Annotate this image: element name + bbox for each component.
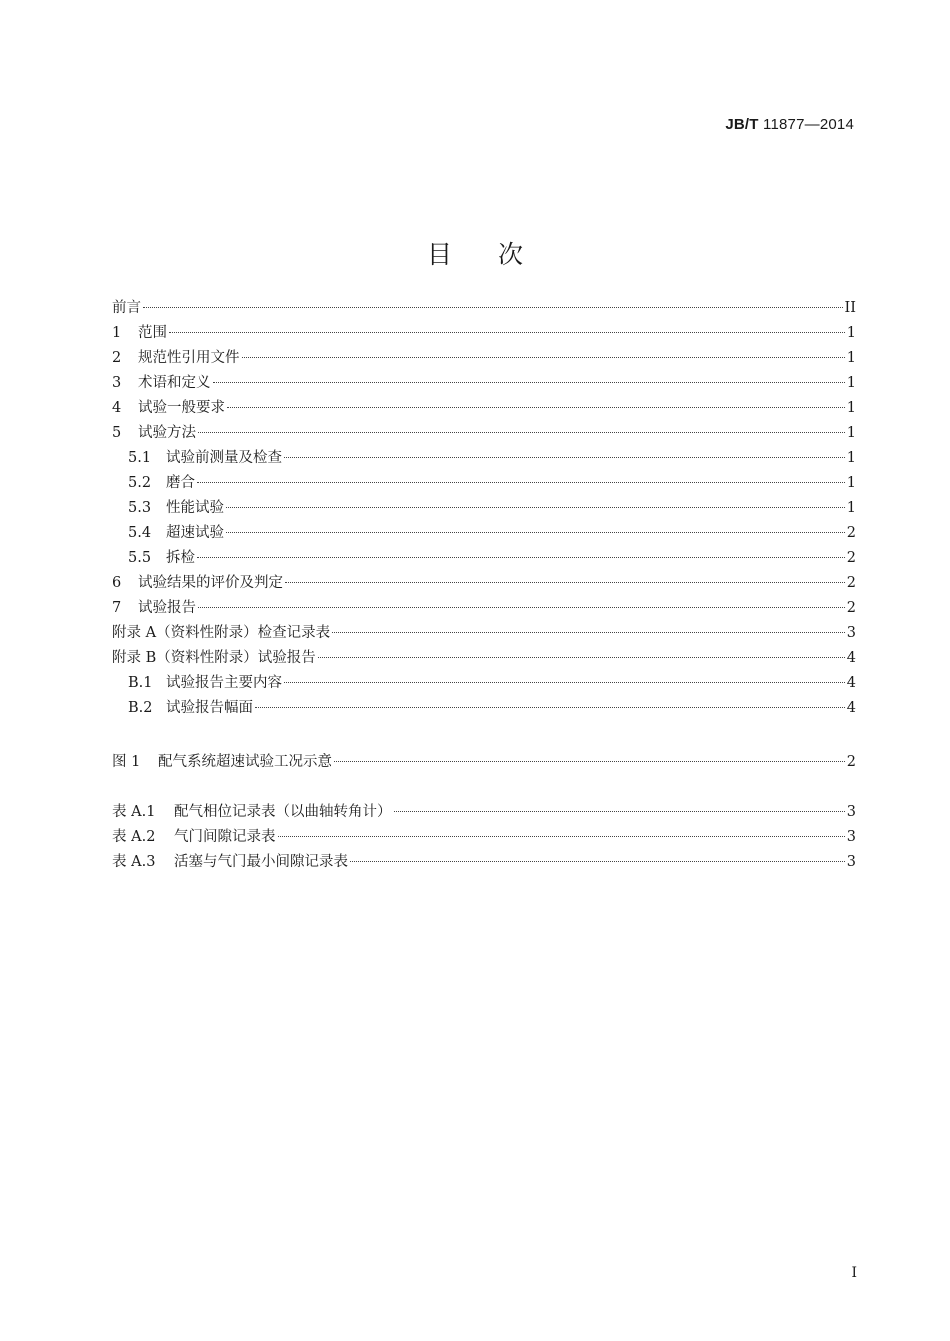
- toc-entry-page: 4: [846, 700, 856, 716]
- toc-entry-title: [112, 646, 316, 671]
- toc-entry-page: 4: [846, 650, 856, 666]
- toc-entry-label: 范围: [138, 325, 167, 341]
- toc-entry-page: 3: [846, 625, 856, 641]
- toc-tables: [112, 800, 856, 875]
- toc-entry-page: 2: [846, 525, 856, 541]
- dot-leader: [226, 531, 845, 533]
- toc-entry-title: [112, 296, 141, 321]
- dot-leader: [143, 306, 843, 308]
- toc-entry-number: B.1: [128, 675, 153, 691]
- dot-leader: [255, 706, 845, 708]
- toc-entry-label: 术语和定义: [138, 375, 211, 391]
- dot-leader: [284, 681, 845, 683]
- toc-entry-page: 4: [846, 675, 856, 691]
- standard-code: [725, 116, 854, 133]
- toc-entry-number: 2: [112, 350, 122, 366]
- toc-entry-page: 1: [846, 500, 856, 516]
- toc-entry[interactable]: [112, 371, 856, 396]
- toc-entries: [112, 296, 856, 721]
- dot-leader: [198, 606, 845, 608]
- toc-entry-number: 5.5: [128, 550, 152, 566]
- toc-entry[interactable]: [112, 571, 856, 596]
- toc-entry-page: 2: [846, 754, 856, 770]
- dot-leader: [332, 631, 845, 633]
- toc-entry-title: [112, 321, 167, 346]
- toc-entry-label: 活塞与气门最小间隙记录表: [174, 854, 348, 870]
- toc-entry[interactable]: [112, 346, 856, 371]
- toc-entry[interactable]: [112, 696, 856, 721]
- toc-entry[interactable]: [112, 825, 856, 850]
- toc-entry-number: 5.4: [128, 525, 152, 541]
- toc-entry[interactable]: [112, 850, 856, 875]
- toc-entry-number: 3: [112, 375, 122, 391]
- toc-entry-number: 表 A.3: [112, 854, 156, 870]
- toc-entry[interactable]: [112, 596, 856, 621]
- dot-leader: [213, 381, 845, 383]
- toc-entry[interactable]: [112, 646, 856, 671]
- dot-leader: [198, 431, 845, 433]
- toc-entry-title: [128, 446, 282, 471]
- toc-entry-page: 2: [846, 600, 856, 616]
- toc-entry-number: 6: [112, 575, 122, 591]
- toc-entry-label: 附录 A（资料性附录）检查记录表: [112, 625, 331, 641]
- toc-entry-label: 附录 B（资料性附录）试验报告: [112, 650, 316, 666]
- toc-entry-label: 试验方法: [138, 425, 196, 441]
- toc-entry-label: 规范性引用文件: [138, 350, 240, 366]
- toc-entry[interactable]: [112, 621, 856, 646]
- dot-leader: [169, 331, 845, 333]
- toc-entry-title: [112, 596, 196, 621]
- toc-entry-number: 5.3: [128, 500, 152, 516]
- toc-entry-page: 1: [846, 450, 856, 466]
- toc-entry-title: [128, 671, 282, 696]
- toc-entry-label: 配气系统超速试验工况示意: [158, 754, 332, 770]
- toc-entry-page: 1: [846, 325, 856, 341]
- toc-entry[interactable]: [112, 800, 856, 825]
- toc-entry[interactable]: [112, 750, 856, 775]
- toc-entry-page: 1: [846, 350, 856, 366]
- toc-figures: [112, 750, 856, 775]
- toc-entry-number: 5: [112, 425, 122, 441]
- toc-entry-label: 试验结果的评价及判定: [138, 575, 283, 591]
- toc-entry-label: 磨合: [166, 475, 195, 491]
- dot-leader: [285, 581, 845, 583]
- dot-leader: [242, 356, 845, 358]
- toc-entry[interactable]: [112, 521, 856, 546]
- dot-leader: [334, 760, 845, 762]
- toc-entry-title: [112, 346, 240, 371]
- toc-entry-number: 图 1: [112, 754, 141, 770]
- toc-entry-page: II: [844, 300, 856, 316]
- toc-entry[interactable]: [112, 396, 856, 421]
- toc-entry-label: 试验报告: [138, 600, 196, 616]
- toc-entry-label: 配气相位记录表（以曲轴转角计）: [174, 804, 392, 820]
- toc-entry-number: 5.2: [128, 475, 152, 491]
- toc-entry-label: 试验报告主要内容: [166, 675, 282, 691]
- toc-entry-number: 4: [112, 400, 122, 416]
- toc-entry[interactable]: [112, 421, 856, 446]
- dot-leader: [350, 860, 845, 862]
- toc-entry-number: 1: [112, 325, 122, 341]
- toc-entry[interactable]: [112, 496, 856, 521]
- toc-entry-page: 3: [846, 829, 856, 845]
- toc-entry-label: 拆检: [166, 550, 195, 566]
- toc-entry-number: 表 A.2: [112, 829, 156, 845]
- toc-entry-title: [112, 850, 348, 875]
- toc-entry-label: 试验前测量及检查: [166, 450, 282, 466]
- dot-leader: [227, 406, 845, 408]
- standard-code-number: 11877—2014: [758, 116, 854, 133]
- toc-entry-page: 1: [846, 375, 856, 391]
- toc-entry[interactable]: [112, 446, 856, 471]
- page-title: 目次: [426, 239, 569, 269]
- toc-entry-title: [112, 371, 211, 396]
- dot-leader: [197, 481, 845, 483]
- toc-entry[interactable]: [112, 671, 856, 696]
- toc-entry-page: 3: [846, 854, 856, 870]
- toc-entry-title: [112, 750, 332, 775]
- toc-entry-label: 前言: [112, 300, 141, 316]
- dot-leader: [318, 656, 845, 658]
- toc-entry-label: 试验报告幅面: [166, 700, 253, 716]
- toc-entry[interactable]: [112, 471, 856, 496]
- toc-entry-title: [112, 825, 276, 850]
- toc-entry-number: 5.1: [128, 450, 152, 466]
- toc-entry-title: [128, 696, 253, 721]
- toc-entry-label: 超速试验: [166, 525, 224, 541]
- toc-entry-number: 表 A.1: [112, 804, 156, 820]
- toc-entry-title: [128, 546, 195, 571]
- toc-entry-page: 2: [846, 575, 856, 591]
- toc-entry-title: [112, 571, 283, 596]
- dot-leader: [278, 835, 845, 837]
- dot-leader: [197, 556, 845, 558]
- toc-entry-page: 2: [846, 550, 856, 566]
- toc-entry-title: [128, 496, 224, 521]
- toc-entry-title: [112, 421, 196, 446]
- dot-leader: [284, 456, 845, 458]
- toc-entry-page: 1: [846, 425, 856, 441]
- toc-entry-number: 7: [112, 600, 122, 616]
- toc-entry-title: [128, 521, 224, 546]
- page-number: I: [851, 1265, 857, 1281]
- toc-entry-title: [112, 800, 392, 825]
- toc-entry-page: 1: [846, 400, 856, 416]
- toc-entry[interactable]: [112, 296, 856, 321]
- toc-entry[interactable]: [112, 321, 856, 346]
- toc-entry-page: 3: [846, 804, 856, 820]
- toc-entry-title: [128, 471, 195, 496]
- toc-entry-title: [112, 396, 225, 421]
- toc-entry-page: 1: [846, 475, 856, 491]
- toc-entry-label: 试验一般要求: [138, 400, 225, 416]
- toc-entry-title: [112, 621, 330, 646]
- dot-leader: [226, 506, 845, 508]
- toc-entry-label: 气门间隙记录表: [174, 829, 276, 845]
- toc-entry-label: 性能试验: [166, 500, 224, 516]
- toc-entry[interactable]: [112, 546, 856, 571]
- dot-leader: [394, 810, 845, 812]
- standard-code-prefix: JB/T: [725, 116, 759, 133]
- toc-entry-number: B.2: [128, 700, 153, 716]
